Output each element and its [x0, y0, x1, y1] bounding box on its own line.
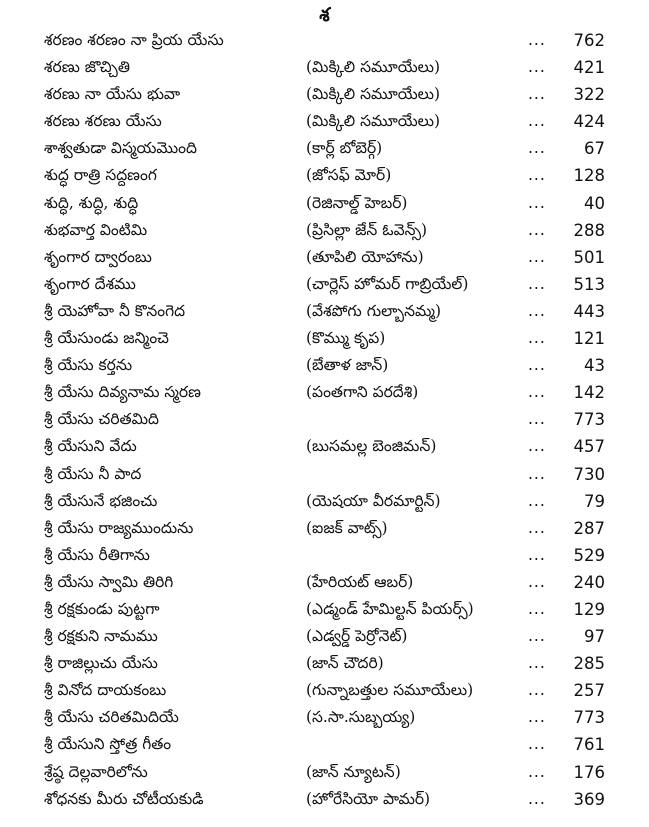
song-author: (కొమ్ము కృప)	[306, 329, 386, 348]
index-row	[0, 81, 649, 108]
song-title: శరణు జొచ్చితి	[44, 58, 130, 77]
leader-dots: ...	[528, 437, 546, 456]
page-number: 761	[573, 735, 605, 755]
index-row	[0, 27, 649, 54]
song-title: శ్రీ యేసుని స్తోత్ర గీతం	[44, 735, 172, 754]
page-number: 421	[573, 58, 605, 78]
page-number: 424	[573, 112, 605, 132]
index-row	[0, 108, 649, 135]
index-row	[0, 352, 649, 379]
song-title: శుభవార్త వింటిమి	[44, 220, 148, 239]
leader-dots: ...	[528, 518, 546, 537]
song-title: శ్రీ యేసునే భజించు	[44, 491, 158, 510]
page-number: 79	[584, 491, 605, 511]
song-title: శ్రీ యేసు రాజ్యముందును	[44, 518, 194, 537]
song-title: శుద్ధి, శుద్ధి, శుద్ధి	[44, 193, 139, 212]
index-row	[0, 162, 649, 189]
song-title: శ్రీ యేసుని వేదు	[44, 437, 137, 456]
index-row	[0, 461, 649, 488]
page-number: 142	[573, 383, 605, 403]
song-author: (స.సా.సుబ్బయ్య)	[306, 708, 416, 727]
leader-dots: ...	[528, 681, 546, 700]
song-title: శ్రీ యేసు చరితమిదియే	[44, 708, 179, 727]
song-author: (బుసమల్ల బెంజిమన్)	[306, 437, 437, 456]
index-row	[0, 786, 649, 813]
song-title: శ్రీ యేసు రీతిగాను	[44, 545, 150, 564]
song-title: శాశ్వతుడా విస్మయమొంది	[44, 139, 197, 158]
song-title: శ్రేష్ఠ దెల్లవారిలోను	[44, 762, 148, 781]
page-number: 287	[573, 518, 605, 538]
page-number: 457	[573, 437, 605, 457]
song-author: (తూపిలి యోహాను)	[306, 247, 424, 266]
song-author: (మిక్కిలి సమూయేలు)	[306, 112, 441, 131]
page-number: 762	[573, 31, 605, 50]
page-number: 773	[573, 708, 605, 728]
page-number: 773	[573, 410, 605, 430]
song-title: శ్రీ యేసు స్వామి తిరిగి	[44, 572, 174, 591]
leader-dots: ...	[528, 247, 546, 266]
page-number: 501	[573, 247, 605, 267]
song-title: శ్రీ యేసు కర్తను	[44, 356, 133, 375]
index-row	[0, 488, 649, 515]
leader-dots: ...	[528, 735, 546, 754]
index-row	[0, 569, 649, 596]
leader-dots: ...	[528, 627, 546, 646]
index-row	[0, 190, 649, 217]
song-index-list	[0, 27, 649, 813]
song-title: శ్రీ వినోద దాయకంబు	[44, 681, 167, 700]
song-author: (ఐజక్ వాట్స్)	[306, 518, 388, 537]
song-title: శోధనకు మీరు చోటీయకుడి	[44, 789, 204, 808]
song-title: శృంగార ద్వారంబు	[44, 247, 152, 266]
page-number: 121	[573, 329, 605, 349]
song-author: (గున్నాబత్తుల సమూయేలు)	[306, 681, 474, 700]
leader-dots: ...	[528, 383, 546, 402]
leader-dots: ...	[528, 599, 546, 618]
song-title: శృంగార దేశము	[44, 274, 136, 293]
song-title: శరణం శరణం నా ప్రియ యేసు	[44, 31, 224, 49]
page-number: 529	[573, 545, 605, 565]
index-row	[0, 515, 649, 542]
song-author: (కార్ల్ బోబెర్గ్)	[306, 139, 383, 158]
index-row	[0, 325, 649, 352]
index-row	[0, 623, 649, 650]
song-title: శ్రీ రాజిల్లుచు యేసు	[44, 654, 158, 673]
song-title: శ్రీ యేసుండు జన్మించె	[44, 329, 169, 348]
song-title: శరణు శరణు యేసు	[44, 112, 162, 131]
index-row	[0, 54, 649, 81]
page-number: 176	[573, 762, 605, 782]
leader-dots: ...	[528, 301, 546, 320]
page-number: 128	[573, 166, 605, 186]
song-title: శ్రీ యేసు దివ్యనామ స్మరణ	[44, 383, 201, 402]
page-number: 288	[573, 220, 605, 240]
page-number: 513	[573, 274, 605, 294]
leader-dots: ...	[528, 708, 546, 727]
song-title: శ్రీ రక్షకుని నామము	[44, 627, 158, 646]
leader-dots: ...	[528, 572, 546, 591]
index-row	[0, 271, 649, 298]
leader-dots: ...	[528, 139, 546, 158]
index-row	[0, 379, 649, 406]
leader-dots: ...	[528, 85, 546, 104]
song-author: (చార్లెస్ హోమర్ గాబ్రియేల్)	[306, 274, 469, 293]
index-row	[0, 433, 649, 460]
page-number: 257	[573, 681, 605, 701]
song-author: (జాన్ చౌదరి)	[306, 654, 384, 673]
index-row	[0, 244, 649, 271]
page-number: 129	[573, 599, 605, 619]
song-title: శ్రీ యేసు నీ పాద	[44, 464, 142, 483]
page-number: 322	[573, 85, 605, 105]
leader-dots: ...	[528, 545, 546, 564]
page-number: 443	[573, 301, 605, 321]
leader-dots: ...	[528, 410, 546, 429]
leader-dots: ...	[528, 654, 546, 673]
leader-dots: ...	[528, 464, 546, 483]
song-author: (ప్రిసిల్లా జేన్ ఓవెన్స్)	[306, 220, 428, 239]
leader-dots: ...	[528, 329, 546, 348]
leader-dots: ...	[528, 356, 546, 375]
page-number: 240	[573, 572, 605, 592]
index-row	[0, 650, 649, 677]
index-row	[0, 542, 649, 569]
leader-dots: ...	[528, 166, 546, 185]
page-number: 43	[584, 356, 605, 376]
song-author: (జాన్ న్యూటన్)	[306, 762, 401, 781]
page-number: 285	[573, 654, 605, 674]
leader-dots: ...	[528, 112, 546, 131]
leader-dots: ...	[528, 193, 546, 212]
index-row	[0, 217, 649, 244]
index-row	[0, 298, 649, 325]
song-title: శరణు నా యేసు భువా	[44, 85, 181, 104]
song-author: (జోసఫ్ మోర్)	[306, 166, 392, 185]
page-number: 67	[584, 139, 605, 159]
song-author: (పంతగాని పరదేశి)	[306, 383, 419, 402]
leader-dots: ...	[528, 491, 546, 510]
song-author: (హోరేసియో పామర్)	[306, 789, 431, 808]
page-number: 40	[584, 193, 605, 213]
song-title: శ్రీ యేసు చరితమిది	[44, 410, 159, 429]
section-letter-heading: శ	[319, 4, 330, 26]
leader-dots: ...	[528, 220, 546, 239]
index-row	[0, 596, 649, 623]
leader-dots: ...	[528, 31, 546, 49]
song-author: (వేశపోగు గుల్బానమ్మ)	[306, 301, 442, 320]
index-row	[0, 677, 649, 704]
leader-dots: ...	[528, 789, 546, 808]
index-row	[0, 704, 649, 731]
page-number: 730	[573, 464, 605, 484]
song-title: శ్రీ రక్షకుండు పుట్టగా	[44, 599, 160, 618]
song-title: శ్రీ యెహోవా నీ కొనంగెద	[44, 301, 186, 320]
song-author: (బేతాళ జాన్)	[306, 356, 389, 375]
page-number: 369	[573, 789, 605, 809]
index-row	[0, 759, 649, 786]
song-author: (మిక్కిలి సమూయేలు)	[306, 85, 441, 104]
leader-dots: ...	[528, 58, 546, 77]
leader-dots: ...	[528, 274, 546, 293]
song-author: (ఎడ్మండ్ హేమిల్టన్ పియర్స్)	[306, 599, 474, 618]
index-row	[0, 406, 649, 433]
song-title: శుద్ధ రాత్రి సద్దణంగ	[44, 166, 157, 185]
song-author: (హేరియట్ ఆబర్)	[306, 572, 414, 591]
leader-dots: ...	[528, 762, 546, 781]
song-author: (యెషయా వీరమార్టిన్)	[306, 491, 441, 510]
index-row	[0, 731, 649, 758]
page-number: 97	[584, 627, 605, 647]
song-author: (ఎడ్వర్డ్ పెర్రోనెట్)	[306, 627, 408, 646]
song-author: (రెజినాల్డ్ హెబర్)	[306, 193, 408, 212]
index-row	[0, 135, 649, 162]
song-author: (మిక్కిలి సమూయేలు)	[306, 58, 441, 77]
